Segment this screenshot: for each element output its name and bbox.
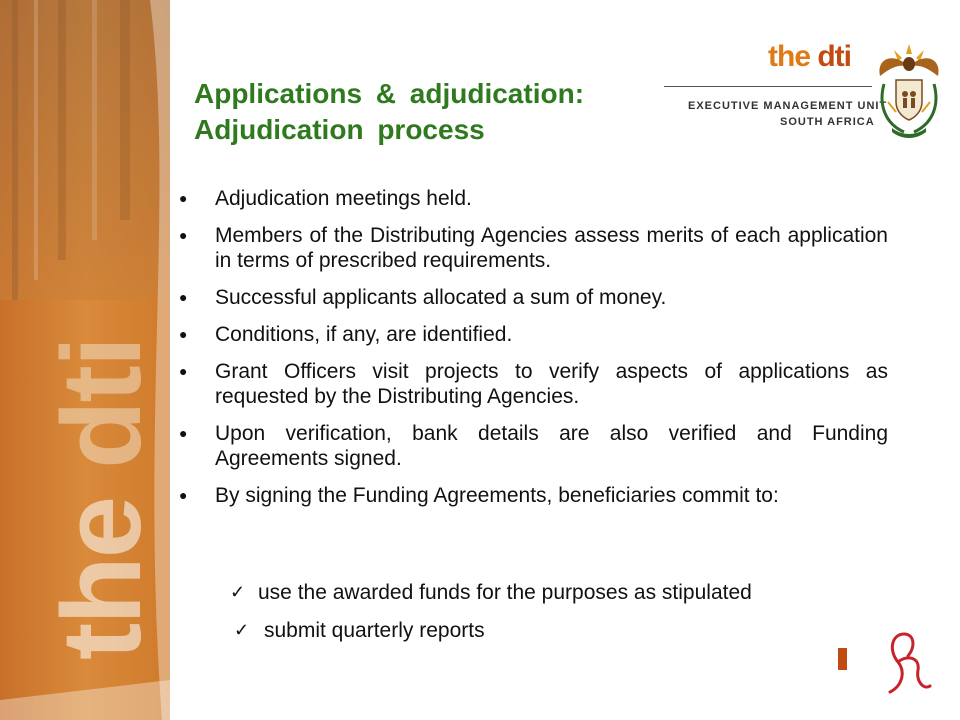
coat-of-arms-icon	[874, 40, 944, 142]
sub-bullet-item	[230, 618, 910, 643]
bullet-item	[176, 359, 888, 409]
header-logo	[664, 40, 944, 150]
red-ribbon-icon	[874, 628, 932, 698]
bullet-text: Conditions, if any, are identified.	[215, 323, 513, 346]
sub-bullet-item	[230, 580, 910, 605]
logo-country-text: SOUTH AFRICA	[780, 116, 875, 128]
bullet-text: Grant Officers visit projects to verify aspects of applications as requested by the Distributing Agencies.	[215, 360, 888, 408]
bullet-item	[176, 483, 888, 508]
vertical-logo-dti: dti	[39, 338, 164, 469]
bullet-list	[176, 186, 888, 520]
bullet-item	[176, 421, 888, 471]
bullet-dot-icon: ●	[179, 363, 188, 379]
logo-wordmark	[768, 40, 851, 74]
bullet-item	[176, 186, 888, 211]
logo-divider	[664, 86, 872, 87]
bullet-item	[176, 322, 888, 347]
bullet-text: Successful applicants allocated a sum of money.	[215, 286, 667, 309]
bullet-text: Adjudication meetings held.	[215, 187, 472, 210]
sub-bullet-text: use the awarded funds for the purposes as stipulated	[258, 581, 752, 604]
checkmark-icon: ✓	[230, 582, 246, 602]
logo-word-dti: dti	[817, 40, 851, 73]
bullet-item	[176, 285, 888, 310]
logo-word-the: the	[768, 40, 818, 73]
title-line-1: Applications & adjudication:	[194, 78, 585, 109]
sub-bullet-list	[230, 580, 910, 656]
vertical-brand-logo	[39, 338, 164, 660]
bullet-dot-icon: ●	[179, 227, 188, 243]
vertical-logo-the: the	[39, 468, 164, 660]
slide-title	[194, 76, 584, 148]
checkmark-icon: ✓	[234, 620, 250, 640]
bullet-text: Members of the Distributing Agencies assess merits of each application in terms of prescribed requirements.	[215, 224, 888, 272]
bullet-dot-icon: ●	[179, 326, 188, 342]
bullet-dot-icon: ●	[179, 425, 188, 441]
bullet-text: Upon verification, bank details are also verified and Funding Agreements signed.	[215, 422, 888, 470]
left-decorative-band	[0, 0, 170, 720]
bullet-text: By signing the Funding Agreements, beneficiaries commit to:	[215, 484, 779, 507]
bullet-item	[176, 223, 888, 273]
sub-bullet-text: submit quarterly reports	[264, 619, 485, 642]
title-line-2: Adjudication process	[194, 114, 485, 145]
bullet-dot-icon: ●	[179, 190, 188, 206]
logo-unit-text: EXECUTIVE MANAGEMENT UNIT	[688, 100, 888, 112]
footer-brand-mark	[838, 648, 847, 670]
bullet-dot-icon: ●	[179, 289, 188, 305]
bullet-dot-icon: ●	[179, 487, 188, 503]
